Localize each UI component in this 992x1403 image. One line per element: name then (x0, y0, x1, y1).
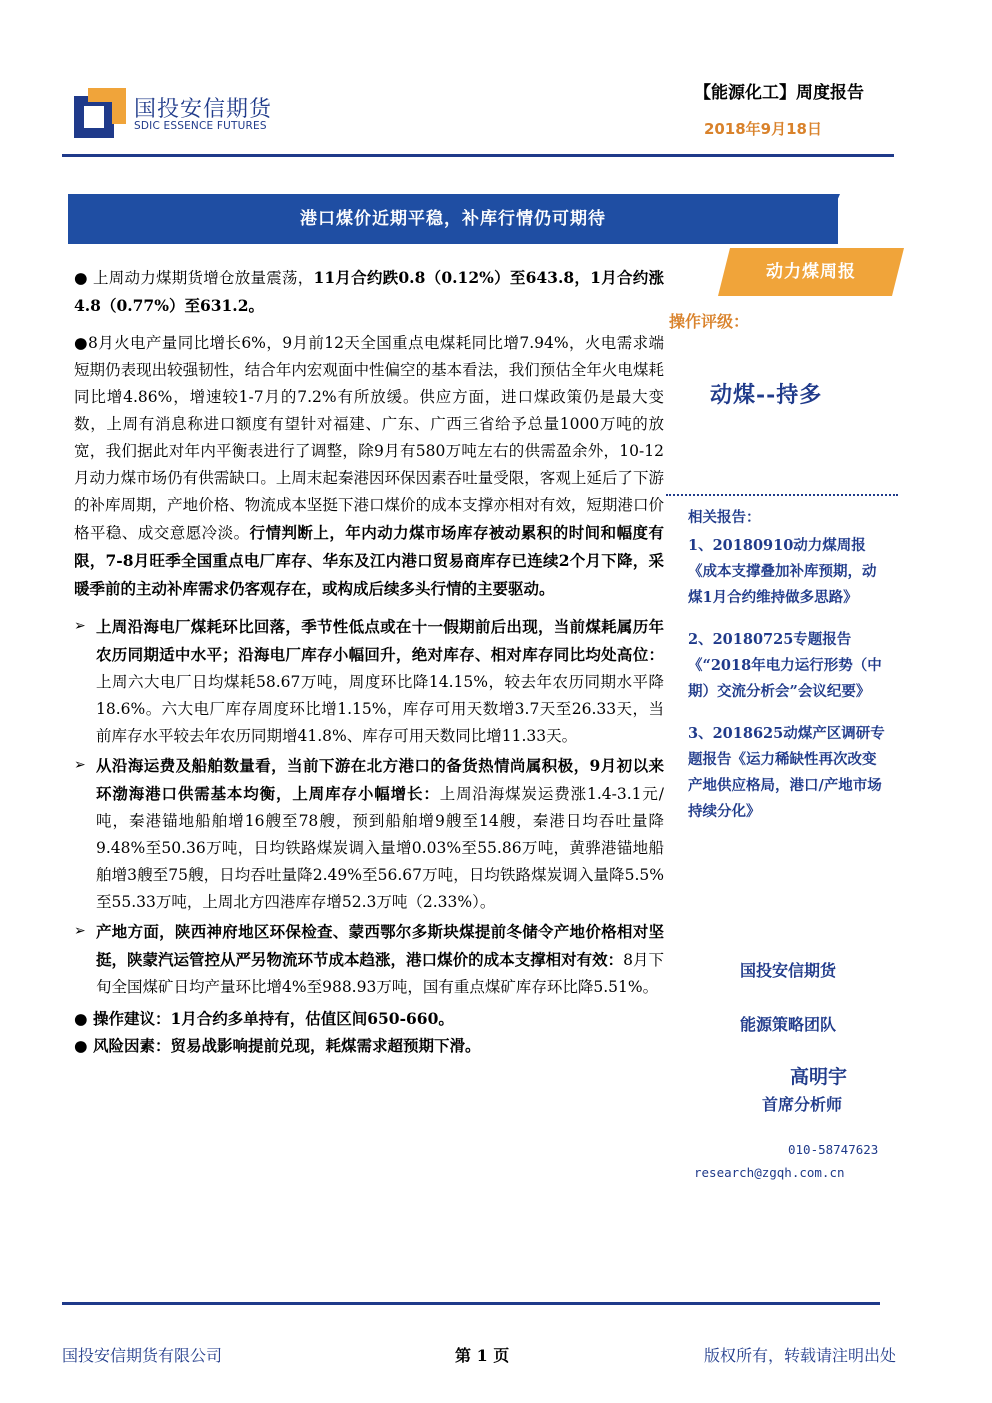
page-number: 第 1 页 (455, 1346, 510, 1365)
footer-copyright: 版权所有，转载请注明出处 (704, 1346, 897, 1365)
logo-mark-icon (74, 88, 126, 138)
arrow-bullet-icon: ➢ (74, 923, 86, 939)
bullet-icon: ● (74, 269, 88, 287)
header-divider (62, 154, 894, 157)
bullet-icon: ● (74, 334, 88, 352)
list-item (74, 918, 664, 1001)
report-type: 【能源化工】周度报告 (694, 83, 864, 103)
bullet-icon: ● (74, 1036, 88, 1055)
analysis-paragraph (74, 330, 664, 603)
related-report-link[interactable]: 1、20180910动力煤周报《成本支撑叠加补库预期，动煤1月合约维持做多思路》 (688, 537, 877, 606)
arrow-bullet-icon: ➢ (74, 757, 86, 773)
footer-divider (62, 1302, 880, 1305)
logo-chinese-name: 国投安信期货 (134, 97, 273, 122)
report-date: 2018年9月18日 (703, 120, 822, 138)
tag-label: 动力煤周报 (766, 262, 856, 282)
contact-phone: 010-58747623 (788, 1142, 879, 1157)
item-emphasis: 上周沿海电厂煤耗环比回落，季节性低点或在十一假期前后出现，当前煤耗属历年农历同期适中水平；沿海电厂库存小幅回升，绝对库存、相对库存同比均处高位： (96, 617, 664, 664)
paragraph-emphasis: 11月合约跌0.8（0.12%）至643.8，1月合约涨4.8（0.77%）至631.2。 (74, 268, 664, 315)
summary-paragraph (74, 264, 664, 320)
advice-label: 操作建议： (92, 1009, 171, 1028)
report-body (74, 264, 664, 1059)
analyst-name: 高明宇 (790, 1066, 848, 1088)
contact-email[interactable]: research@zgqh.com.cn (694, 1165, 845, 1180)
risk-factors (74, 1032, 664, 1059)
rating-label: 操作评级： (669, 312, 750, 331)
arrow-bullet-icon: ➢ (74, 618, 86, 634)
report-title: 港口煤价近期平稳，补库行情仍可期待 (300, 209, 606, 229)
analyst-title: 首席分析师 (762, 1095, 843, 1114)
item-text: 8月下旬全国煤矿日均产量环比增4%至988.93万吨，国有重点煤矿库存环比降5.51%。 (96, 951, 664, 996)
paragraph-text: 8月火电产量同比增长6%，9月前12天全国重点电煤耗同比增7.94%，火电需求端短期仍表现出较强韧性，结合年内宏观面中性偏空的基本看法，我们预估全年火电煤耗同比增4.86%，增速较1-7月的7.2%有所放缓。供应方面，进口煤政策仍是最大变数，上周有消息称进口额度有望针对福建、广东、广西三省给予总量1000万吨的放宽，我们据此对年内平衡表进行了调整，除9月有580万吨左右的供需盈余外，10-12月动力煤市场仍有供需缺口。上周末起秦港因环保因素吞吐量受限，客观上延后了下游的补库周期，产地价格、物流成本坚挺下港口煤价的成本支撑亦相对有效，短期港口价格平稳、成交意愿冷淡。 (74, 334, 665, 542)
team-name: 能源策略团队 (740, 1015, 837, 1034)
report-category-tag (718, 248, 904, 296)
item-emphasis: 从沿海运费及船舶数量看，当前下游在北方港口的备货热情尚属积极，9月初以来环渤海港口供需基本均衡，上周库存小幅增长： (96, 756, 664, 803)
item-emphasis: 产地方面，陕西神府地区环保检查、蒙西鄂尔多斯块煤提前冬储令产地价格相对坚挺，陕蒙汽运管控从严另物流环节成本趋涨，港口煤价的成本支撑相对有效： (96, 922, 664, 969)
logo-english-name: SDIC ESSENCE FUTURES (134, 120, 267, 132)
related-report-link[interactable]: 2、20180725专题报告《“2018年电力运行形势（中期）交流分析会”会议纪要》 (688, 631, 882, 700)
paragraph-emphasis: 行情判断上，年内动力煤市场库存被动累积的时间和幅度有限，7-8月旺季全国重点电厂库存、华东及江内港口贸易商库存已连续2个月下降，采暖季前的主动补库需求仍客观存在，或构成后续多头行情的主要驱动。 (74, 523, 664, 598)
paragraph-text: 上周动力煤期货增仓放量震荡， (92, 269, 314, 287)
list-item (74, 613, 664, 750)
sidebar-divider (666, 494, 898, 496)
org-name: 国投安信期货 (740, 961, 837, 980)
rating-value: 动煤--持多 (710, 382, 823, 408)
footer-company: 国投安信期货有限公司 (62, 1346, 223, 1365)
related-reports (688, 505, 888, 841)
risk-label: 风险因素： (92, 1036, 171, 1055)
related-report-link[interactable]: 3、2018625动煤产区调研专题报告《运力稀缺性再次改变产地供应格局，港口/产地市场持续分化》 (688, 725, 885, 820)
advice-text: 1月合约多单持有，估值区间650-660。 (170, 1009, 454, 1028)
related-reports-title: 相关报告： (688, 509, 761, 526)
company-logo (74, 88, 284, 138)
item-text: 上周沿海煤炭运费涨1.4-3.1元/吨，秦港锚地船舶增16艘至78艘，预到船舶增9艘至14艘，秦港日均吞吐量降9.48%至50.36万吨，日均铁路煤炭调入量增0.03%至55.86万吨，黄骅港锚地船舶增3艘至75艘，日均吞吐量降2.49%至56.67万吨，日均铁路煤炭调入量降5.5%至55.33万吨，上周北方四港库存增52.3万吨（2.33%）。 (96, 785, 664, 911)
list-item (74, 752, 664, 916)
bullet-icon: ● (74, 1009, 88, 1028)
item-text: 上周六大电厂日均煤耗58.67万吨，周度环比降14.15%，较去年农历同期水平降18.6%。六大电厂库存周度环比增1.15%，库存可用天数增3.7天至26.33天，当前库存水平较去年农历同期增41.8%、库存可用天数同比增11.33天。 (96, 673, 664, 745)
operation-advice (74, 1005, 664, 1032)
risk-text: 贸易战影响提前兑现，耗煤需求超预期下滑。 (170, 1036, 481, 1055)
